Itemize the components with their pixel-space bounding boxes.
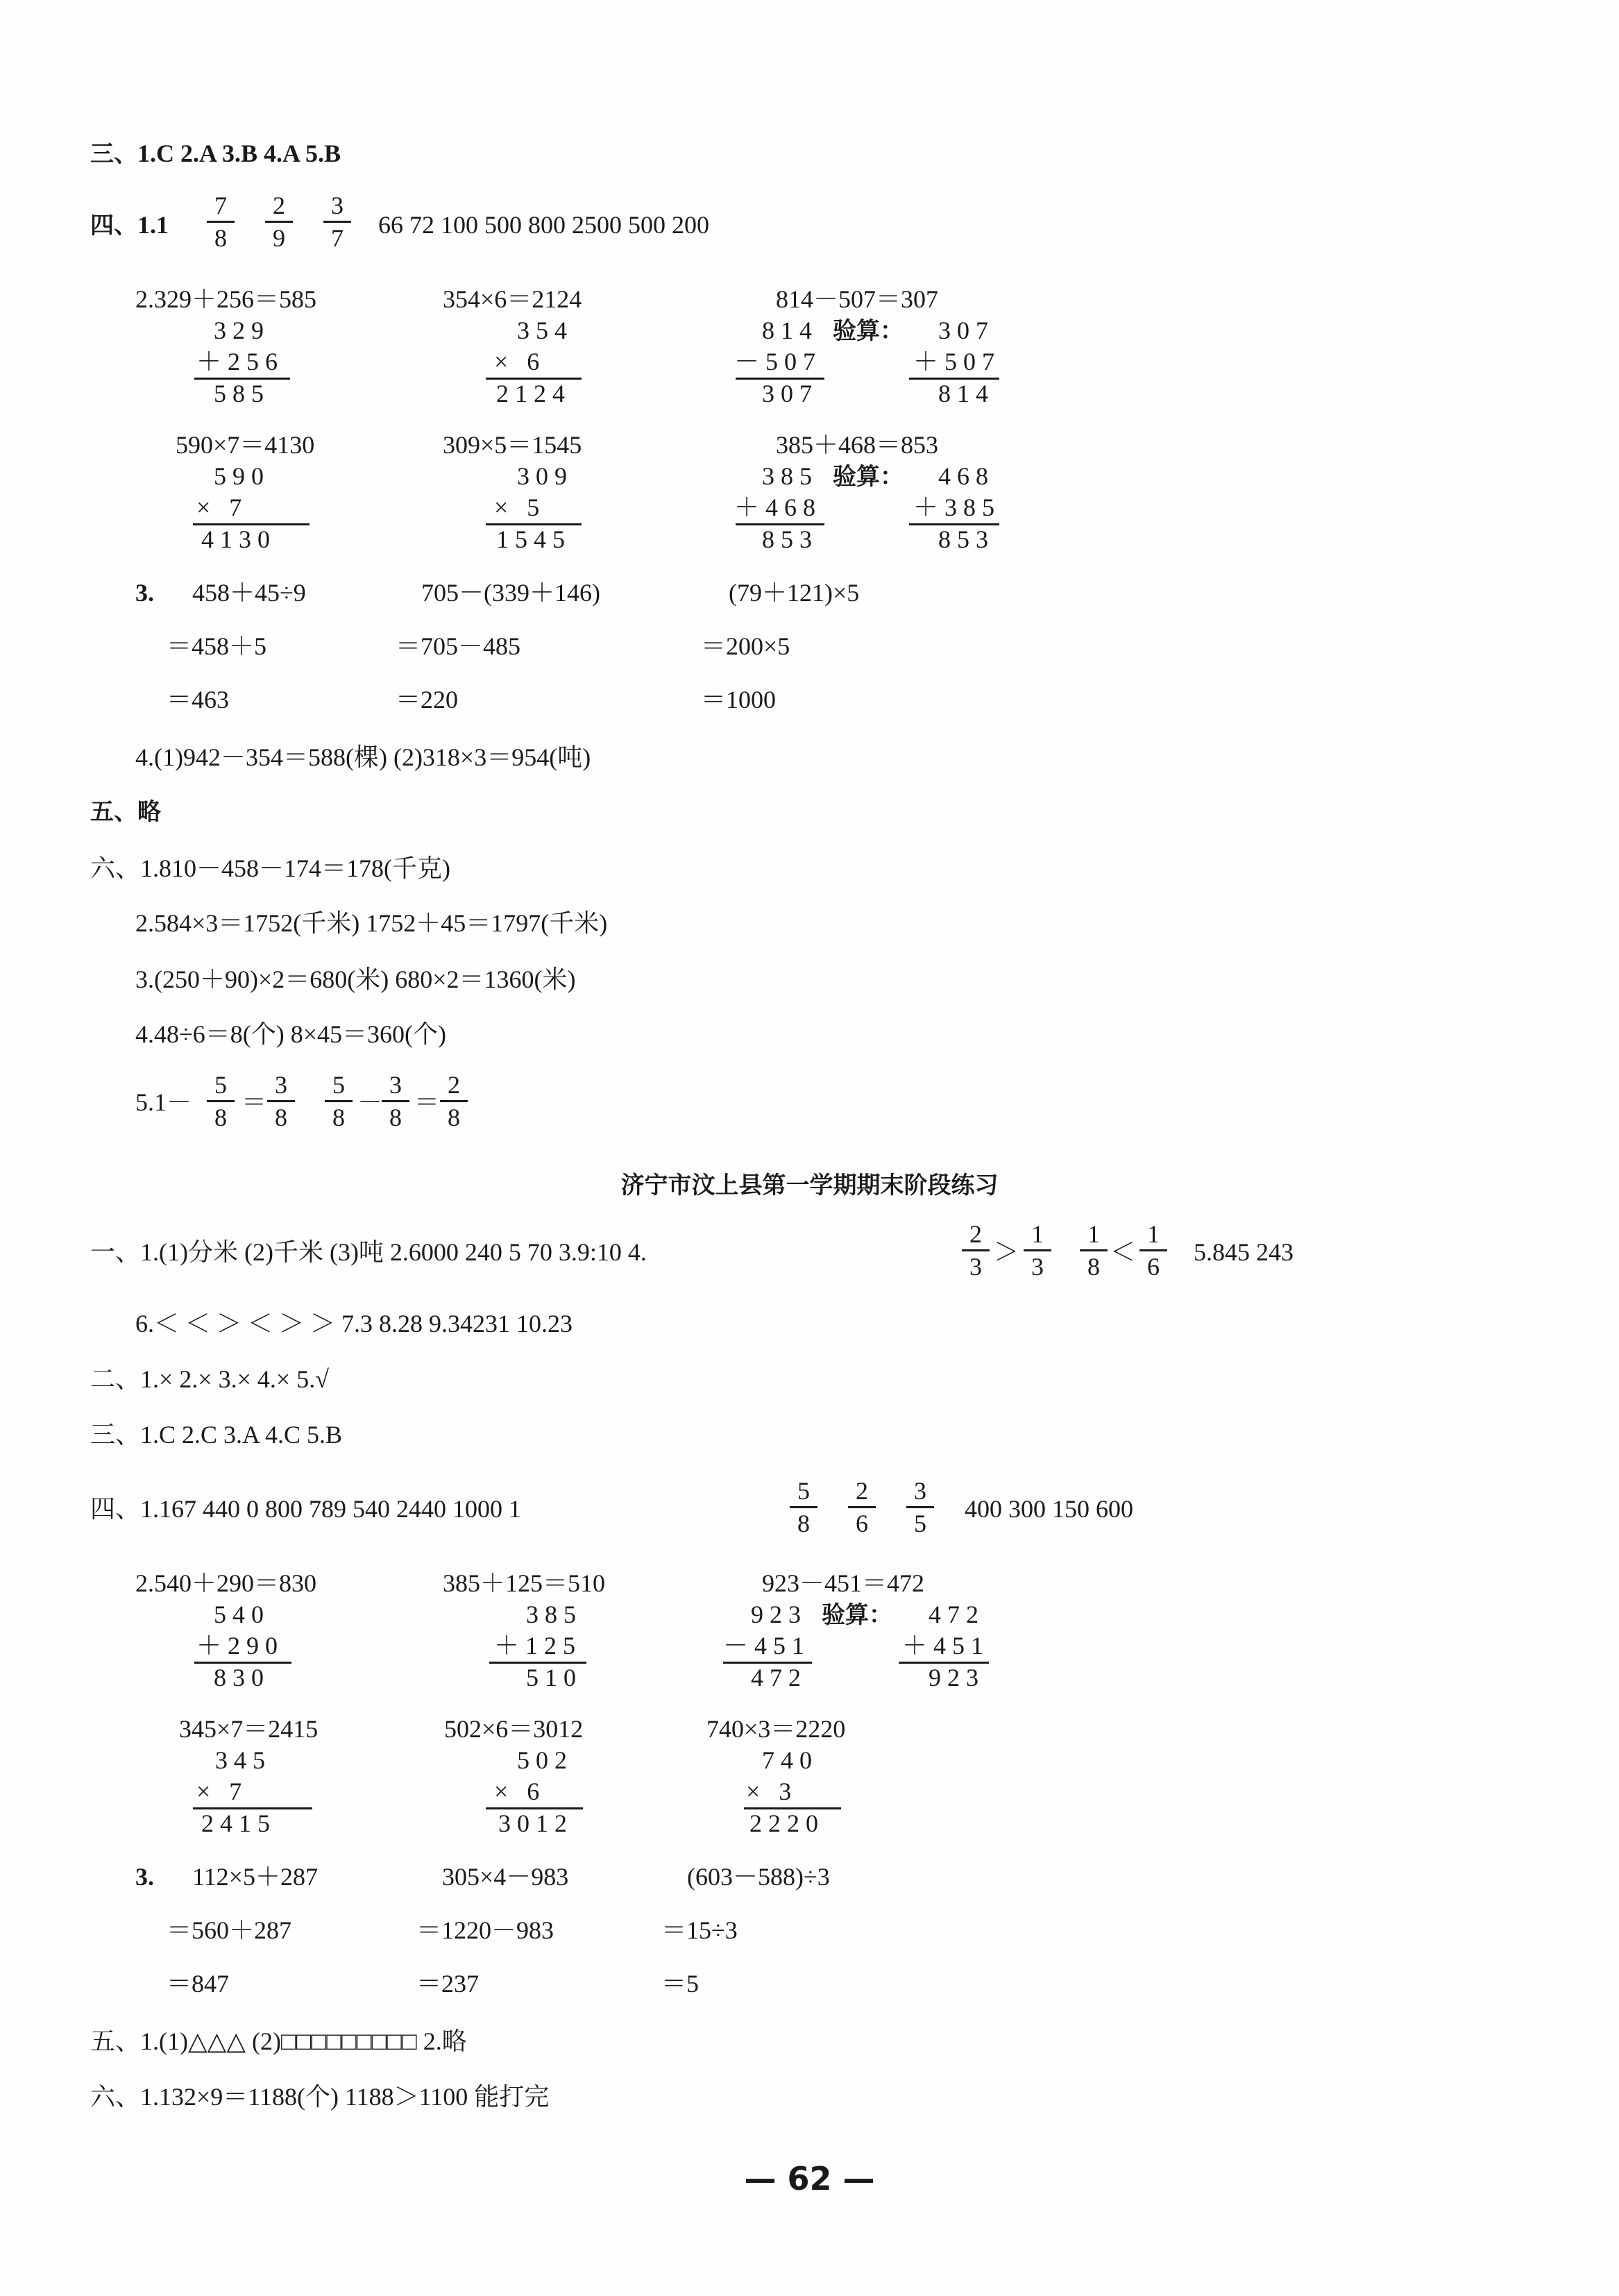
sec2-si-1-rest: 400 300 150 600 (965, 1495, 1133, 1523)
sec2-si-frac: $\frac{3}{5}$ (906, 1478, 934, 1536)
calc-row: × 5 (494, 493, 546, 521)
check-label: 验算： (833, 317, 904, 345)
q3-step: ＝560＋287 (167, 1916, 292, 1944)
q5-minus: － (357, 1088, 383, 1116)
calc-row: 309 (517, 462, 573, 490)
q5-eq: ＝ (414, 1088, 440, 1116)
q3-step: ＝847 (167, 1970, 230, 1998)
q3-step: ＝1220－983 (416, 1916, 554, 1944)
q3-step: ＝15÷3 (661, 1916, 738, 1944)
calc-eq: 740×3＝2220 (706, 1715, 846, 1743)
calc-row: 923 (751, 1601, 807, 1628)
q3-label: 3. (135, 1863, 154, 1891)
calc-row: 502 (517, 1746, 573, 1774)
calc-row: ＋290 (196, 1632, 285, 1660)
calc-result: 853 (762, 525, 818, 553)
page-number: — 62 — (744, 2160, 875, 2197)
calc-eq: 2.540＋290＝830 (135, 1569, 317, 1597)
calc-eq: 354×6＝2124 (443, 285, 582, 313)
calc-result: 830 (214, 1664, 270, 1691)
q3-step: ＝200×5 (701, 632, 790, 660)
calc-row: ＋468 (734, 493, 822, 521)
calc-row: ＋125 (494, 1632, 582, 1660)
calc-row: × 6 (494, 348, 546, 375)
q5-eq: ＝ (241, 1088, 267, 1116)
calc-result: 472 (751, 1664, 807, 1691)
calc-result: 307 (762, 380, 818, 407)
yi-frac: $\frac{2}{3}$ (962, 1222, 990, 1279)
calc-eq: 814－507＝307 (776, 285, 939, 313)
calc-result: 2124 (496, 380, 571, 407)
calc-row: × 7 (196, 493, 248, 521)
sec1-si-frac-3: $\frac{3}{7}$ (323, 193, 351, 251)
yi-frac: $\frac{1}{8}$ (1080, 1222, 1108, 1279)
calc-result: 4130 (201, 525, 276, 553)
q5-frac: $\frac{3}{8}$ (267, 1072, 295, 1130)
calc-row: 590 (214, 462, 270, 490)
q3-step: ＝237 (416, 1970, 480, 1998)
q3-step: (79＋121)×5 (729, 579, 860, 607)
check-row: ＋385 (913, 493, 1001, 521)
calc-row: ＋256 (196, 348, 285, 375)
q3-step: ＝1000 (701, 686, 777, 714)
yi-frac: $\frac{1}{6}$ (1139, 1222, 1167, 1279)
sec2-yi-1-end: 5.845 243 (1194, 1238, 1294, 1266)
calc-row: × 6 (494, 1778, 546, 1805)
sec2-san: 三、1.C 2.C 3.A 4.C 5.B (90, 1421, 343, 1449)
sec2-liu: 六、1.132×9＝1188(个) 1188＞1100 能打完 (90, 2083, 550, 2111)
calc-result: 3012 (498, 1809, 573, 1837)
sec2-si-1: 四、1.167 440 0 800 789 540 2440 1000 1 (90, 1495, 521, 1523)
calc-result: 510 (526, 1664, 582, 1691)
q3-step: ＝705－485 (396, 632, 521, 660)
q3-step: ＝463 (167, 686, 230, 714)
check-row: ＋507 (913, 348, 1001, 375)
calc-row: 385 (762, 462, 818, 490)
sec2-er: 二、1.× 2.× 3.× 4.× 5.√ (90, 1365, 329, 1393)
q3-step: 305×4－983 (442, 1863, 569, 1891)
calc-eq: 2.329＋256＝585 (135, 285, 317, 313)
q5-frac: $\frac{3}{8}$ (382, 1072, 409, 1130)
calc-eq: 590×7＝4130 (176, 431, 315, 459)
yi-gt: ＞ (994, 1238, 1019, 1266)
sec2-si-frac: $\frac{2}{6}$ (848, 1478, 876, 1536)
calc-eq: 385＋125＝510 (443, 1569, 606, 1597)
sec1-row-si-1: 四、1.1 (90, 211, 169, 239)
check-label: 验算： (822, 1601, 892, 1629)
section-title: 济宁市汶上县第一学期期末阶段练习 (620, 1172, 999, 1199)
calc-row: －451 (723, 1632, 811, 1660)
sec1-liu-2: 2.584×3＝1752(千米) 1752＋45＝1797(千米) (135, 909, 608, 937)
check-result: 814 (938, 380, 994, 407)
sec2-yi-2: 6.＜ ＜ ＞ ＜ ＞ ＞ 7.3 8.28 9.34231 10.23 (135, 1310, 573, 1337)
sec1-liu-3: 3.(250＋90)×2＝680(米) 680×2＝1360(米) (135, 965, 576, 993)
q3-step: ＝5 (661, 1970, 700, 1998)
q3-step: (603－588)÷3 (687, 1863, 830, 1891)
check-result: 923 (929, 1664, 985, 1691)
check-row: 307 (938, 316, 994, 344)
sec1-si-1-rest: 66 72 100 500 800 2500 500 200 (378, 211, 709, 239)
q4-line: 4.(1)942－354＝588(棵) (2)318×3＝954(吨) (135, 743, 591, 771)
calc-row: 540 (214, 1601, 270, 1628)
calc-eq: 385＋468＝853 (776, 431, 939, 459)
calc-row: 814 (762, 316, 818, 344)
q5-frac: $\frac{5}{8}$ (325, 1072, 353, 1130)
sec2-yi-1: 一、1.(1)分米 (2)千米 (3)吨 2.6000 240 5 70 3.9:10 4. (90, 1238, 647, 1266)
check-row: 468 (938, 462, 994, 490)
calc-eq: 923－451＝472 (762, 1569, 925, 1597)
calc-eq: 345×7＝2415 (179, 1715, 319, 1743)
q3-step: ＝458＋5 (167, 632, 267, 660)
sec1-si-frac-1: $\frac{7}{8}$ (207, 193, 235, 251)
check-label: 验算： (833, 463, 904, 491)
q5-frac: $\frac{2}{8}$ (440, 1072, 468, 1130)
q3-label: 3. (135, 579, 154, 607)
yi-lt: ＜ (1110, 1238, 1136, 1266)
sec1-row-san: 三、1.C 2.A 3.B 4.A 5.B (90, 140, 341, 168)
check-row: ＋451 (902, 1632, 990, 1660)
calc-row: 354 (517, 316, 573, 344)
calc-eq: 502×6＝3012 (444, 1715, 584, 1743)
calc-row: 740 (762, 1746, 818, 1774)
calc-row: 385 (526, 1601, 582, 1628)
q5-frac: $\frac{5}{8}$ (207, 1072, 235, 1130)
calc-result: 585 (214, 380, 270, 407)
calc-row: 329 (214, 316, 270, 344)
calc-result: 1545 (496, 525, 571, 553)
calc-row: 345 (215, 1746, 271, 1774)
calc-result: 2220 (749, 1809, 824, 1837)
sec2-wu: 五、1.(1)△△△ (2)□□□□□□□□□ 2.略 (90, 2027, 467, 2055)
q5-label: 5.1－ (135, 1088, 192, 1116)
calc-row: × 3 (746, 1778, 798, 1805)
check-result: 853 (938, 525, 994, 553)
check-row: 472 (929, 1601, 985, 1628)
sec2-si-frac: $\frac{5}{8}$ (790, 1478, 817, 1536)
sec1-liu-4: 4.48÷6＝8(个) 8×45＝360(个) (135, 1020, 447, 1048)
sec1-liu-1: 六、1.810－458－174＝178(千克) (90, 854, 450, 882)
calc-eq: 309×5＝1545 (443, 431, 582, 459)
yi-frac: $\frac{1}{3}$ (1024, 1222, 1051, 1279)
sec1-wu: 五、略 (90, 798, 161, 826)
q3-step: 112×5＋287 (192, 1863, 318, 1891)
calc-row: －507 (734, 348, 822, 375)
q3-step: 705－(339＋146) (421, 579, 600, 607)
calc-row: × 7 (196, 1778, 248, 1805)
q3-step: ＝220 (396, 686, 459, 714)
calc-result: 2415 (201, 1809, 276, 1837)
q3-step: 458＋45÷9 (192, 579, 306, 607)
sec1-si-frac-2: $\frac{2}{9}$ (265, 193, 293, 251)
